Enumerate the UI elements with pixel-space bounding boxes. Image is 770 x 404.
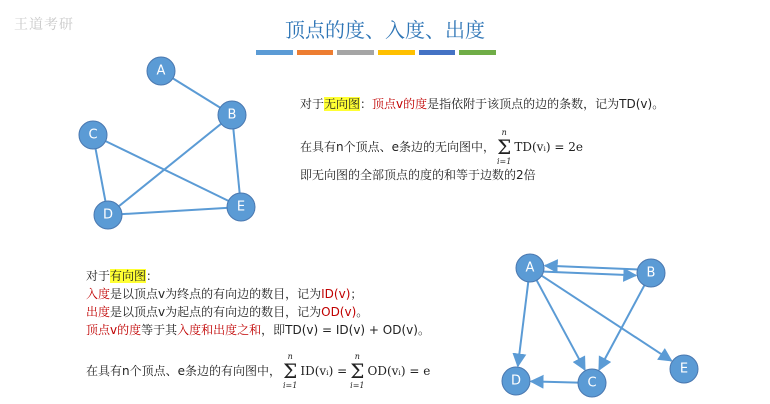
- in-degree-definition: 入度是以顶点v为终点的有向边的数目，记为ID(v)；: [86, 287, 363, 301]
- undirected-edge-B-E: [233, 129, 239, 193]
- svg-text:E: E: [236, 199, 246, 215]
- undirected-edge-C-E: [106, 141, 229, 201]
- directed-edge-C-D: [531, 381, 578, 382]
- undirected-node-C: [79, 121, 107, 149]
- directed-edge-B-A: [545, 266, 637, 270]
- undirected-node-A: [147, 57, 175, 85]
- undirected-summary: 即无向图的全部顶点的度的和等于边数的2倍: [300, 168, 536, 182]
- slide-title: 顶点的度、入度、出度: [285, 18, 485, 42]
- svg-text:D: D: [510, 373, 522, 389]
- degree-sum-definition: 顶点v的度等于其入度和出度之和，即TD(v) = ID(v) + OD(v)。: [86, 323, 430, 337]
- undirected-edge-D-E: [122, 208, 227, 214]
- logo: 王道考研: [14, 17, 74, 33]
- svg-text:E: E: [679, 361, 689, 377]
- directed-node-B: [637, 259, 665, 287]
- directed-graph: [502, 254, 698, 397]
- directed-node-A: [516, 254, 544, 282]
- undirected-node-D: [94, 201, 122, 229]
- directed-sum-formula: 在具有n个顶点、e条边的有向图中， n Σ i=1 ID(vᵢ) = n Σ i=1 OD(vᵢ) = e: [86, 352, 431, 390]
- directed-node-E: [670, 355, 698, 383]
- directed-edge-A-D: [518, 282, 528, 366]
- directed-edge-A-E: [542, 276, 672, 361]
- undirected-node-E: [227, 193, 255, 221]
- directed-definition-heading: 对于有向图：: [86, 269, 159, 283]
- undirected-node-B: [218, 101, 246, 129]
- svg-text:D: D: [102, 207, 114, 223]
- directed-edge-B-C: [599, 285, 644, 369]
- out-degree-definition: 出度是以顶点v为起点的有向边的数目，记为OD(v)。: [86, 305, 369, 319]
- svg-text:C: C: [587, 375, 597, 391]
- undirected-edge-B-D: [119, 124, 221, 206]
- svg-text:B: B: [227, 107, 237, 123]
- undirected-edge-A-B: [173, 78, 220, 107]
- directed-node-D: [502, 367, 530, 395]
- undirected-graph: [79, 57, 255, 229]
- undirected-edge-C-D: [96, 149, 106, 201]
- undirected-sum-formula: 在具有n个顶点、e条边的无向图中， n Σ i=1 TD(vᵢ) = 2e: [300, 128, 583, 166]
- svg-text:A: A: [156, 63, 166, 79]
- directed-edge-A-B: [544, 272, 636, 276]
- svg-text:A: A: [525, 260, 535, 276]
- directed-node-C: [578, 369, 606, 397]
- undirected-graph-term: 无向图: [324, 97, 361, 111]
- directed-graph-term: 有向图: [110, 269, 147, 283]
- svg-text:C: C: [88, 127, 98, 143]
- directed-edge-A-C: [537, 280, 585, 369]
- vertex-degree-term: 顶点v的度: [372, 97, 428, 111]
- undirected-definition: 对于无向图：顶点v的度是指依附于该顶点的边的条数，记为TD(v)。: [300, 97, 665, 111]
- svg-text:B: B: [646, 265, 656, 281]
